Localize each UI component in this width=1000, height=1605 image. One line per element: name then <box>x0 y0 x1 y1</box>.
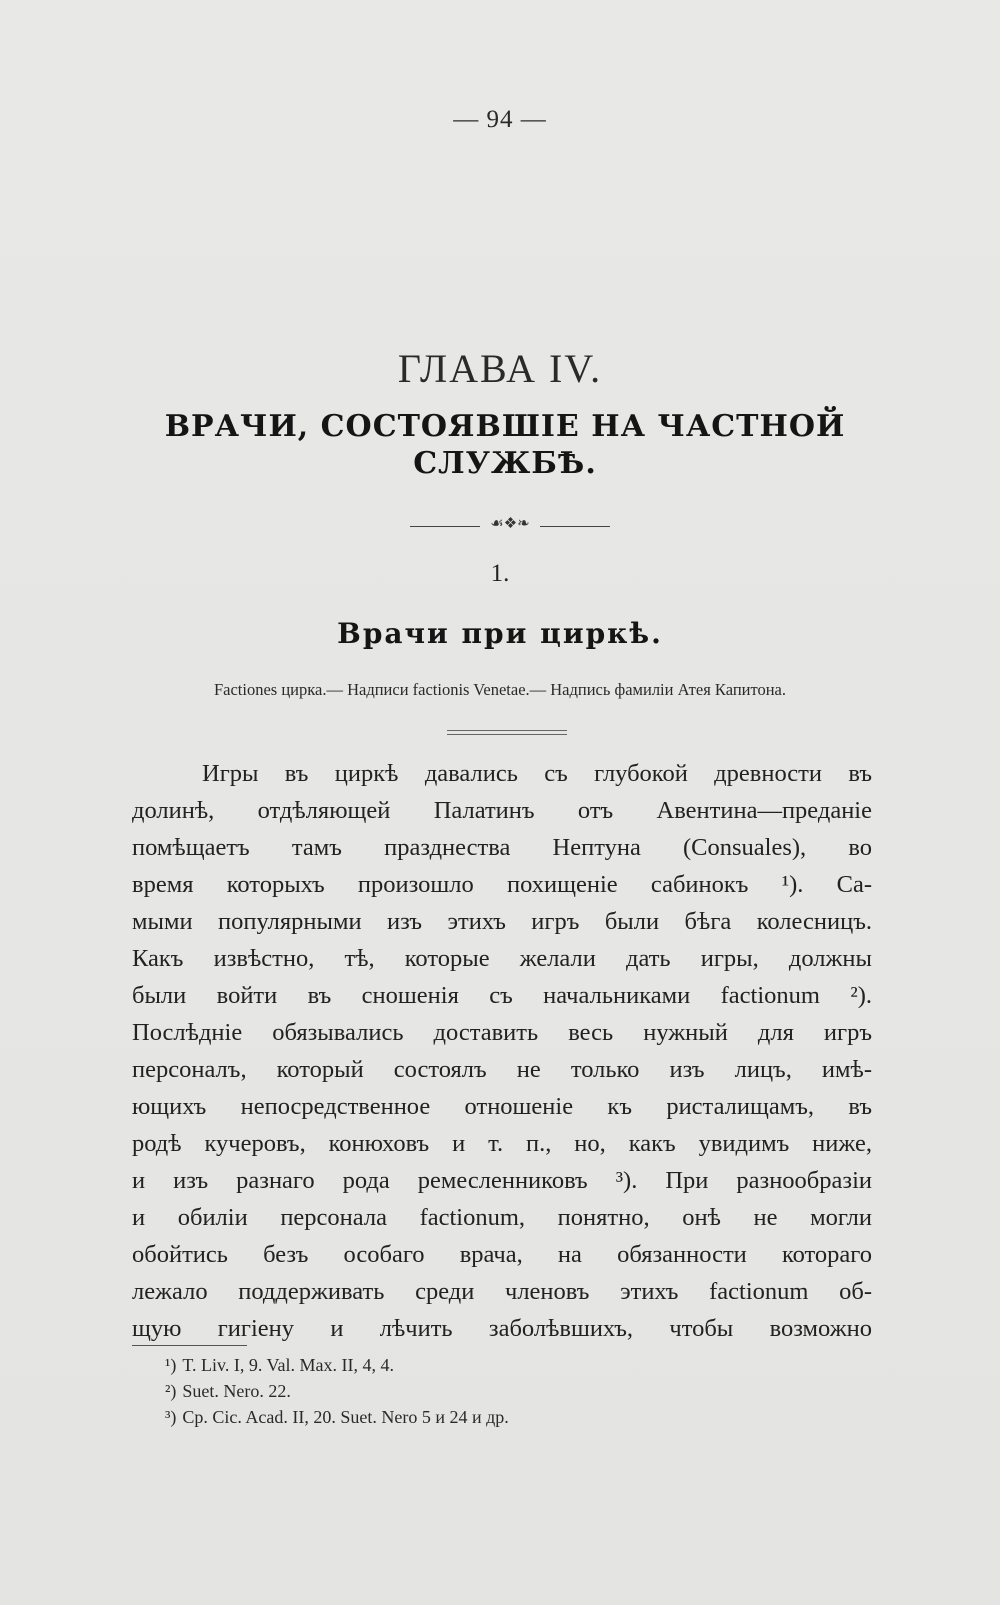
footnote-mark: ³) <box>165 1407 177 1427</box>
section-divider <box>447 730 567 735</box>
footnote-separator <box>132 1345 247 1346</box>
body-line: Какъ извѣстно, тѣ, которые желали дать игры, должны <box>132 945 872 972</box>
chapter-title: ГЛАВА IV. <box>397 346 603 391</box>
footnote <box>165 1352 865 1378</box>
footnote-mark: ¹) <box>165 1355 177 1375</box>
body-line: и изъ разнаго рода ремесленниковъ ³). При разнообразіи <box>132 1167 872 1194</box>
footnote-text: Suet. Nero. 22. <box>182 1381 291 1401</box>
body-line: Игры въ циркѣ давались съ глубокой древности въ <box>202 760 872 787</box>
chapter-subtitle <box>140 408 870 482</box>
chapter-subtitle-line: ВРАЧИ, СОСТОЯВШІЕ НА ЧАСТНОЙ <box>164 409 846 444</box>
page-number: — 94 — <box>453 106 547 133</box>
ornamental-divider <box>410 514 610 534</box>
body-line: мыми популярными изъ этихъ игръ были бѣга колесницъ. <box>132 908 872 935</box>
body-line: щую гигіену и лѣчить заболѣвшихъ, чтобы возможно <box>132 1315 872 1342</box>
body-line: время которыхъ произошло похищеніе сабинокъ ¹). Са- <box>132 871 872 898</box>
section-number: 1. <box>490 560 510 587</box>
body-line: и обиліи персонала factionum, понятно, онѣ не могли <box>132 1204 872 1231</box>
divider-line-left <box>410 526 480 527</box>
footnote-text: Cp. Cic. Acad. II, 20. Suet. Nero 5 и 24 и др. <box>182 1407 509 1427</box>
body-line: были войти въ сношенія съ начальниками factionum ²). <box>132 982 872 1009</box>
body-line: ющихъ непосредственное отношеніе къ ристалищамъ, въ <box>132 1093 872 1120</box>
fleuron-icon: ☙❖❧ <box>490 514 530 532</box>
body-line: помѣщаетъ тамъ празднества Нептуна (Consuales), во <box>132 834 872 861</box>
divider-line-right <box>540 526 610 527</box>
body-line: Послѣдніе обязывались доставить весь нужный для игръ <box>132 1019 872 1046</box>
footnote-mark: ²) <box>165 1381 177 1401</box>
footnote-text: T. Liv. I, 9. Val. Max. II, 4, 4. <box>182 1355 395 1375</box>
section-summary: Factiones цирка.— Надписи factionis Venetae.— Надпись фамиліи Атея Капитона. <box>213 680 787 699</box>
footnote <box>165 1404 865 1430</box>
body-text <box>132 755 872 1347</box>
body-line: родѣ кучеровъ, конюховъ и т. п., но, какъ увидимъ ниже, <box>132 1130 872 1157</box>
chapter-subtitle-line: СЛУЖБѢ. <box>413 446 597 481</box>
body-line: персоналъ, который состоялъ не только изъ лицъ, имѣ- <box>132 1056 872 1083</box>
body-line: лежало поддерживать среди членовъ этихъ factionum об- <box>132 1278 872 1305</box>
footnote <box>165 1378 865 1404</box>
body-line: обойтись безъ особаго врача, на обязанности котораго <box>132 1241 872 1268</box>
body-line: долинѣ, отдѣляющей Палатинъ отъ Авентина—преданіе <box>132 797 872 824</box>
footnotes <box>165 1352 865 1430</box>
section-title: Врачи при циркѣ. <box>337 617 663 650</box>
